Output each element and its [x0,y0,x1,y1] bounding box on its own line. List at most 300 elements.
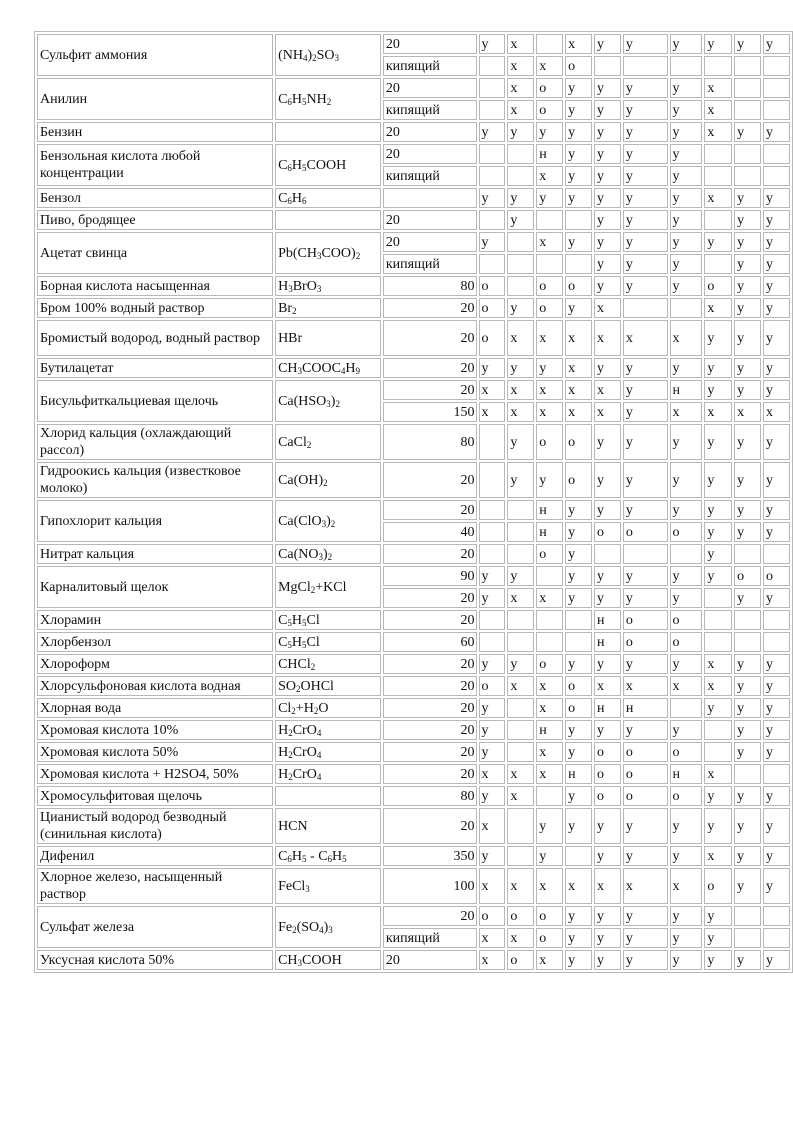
resistance-mark: у [734,380,761,400]
resistance-mark: х [479,402,506,422]
resistance-mark: н [536,522,563,542]
resistance-mark: у [763,868,790,904]
resistance-mark: х [670,402,703,422]
resistance-mark: у [565,522,592,542]
temperature-cell: 20 [383,462,477,498]
resistance-mark: у [594,358,621,378]
material-name: Дифенил [37,846,273,866]
temperature-cell: 20 [383,742,477,762]
resistance-mark: у [479,232,506,252]
resistance-mark: о [479,276,506,296]
temperature-cell: кипящий [383,100,477,120]
resistance-mark: х [479,950,506,970]
resistance-mark: у [594,906,621,926]
resistance-mark [763,764,790,784]
temperature-cell: 20 [383,210,477,230]
resistance-mark: у [734,720,761,740]
resistance-mark: у [479,786,506,806]
resistance-mark: у [670,144,703,164]
resistance-mark: у [536,462,563,498]
resistance-mark: у [594,78,621,98]
resistance-mark: о [536,906,563,926]
resistance-mark: н [536,500,563,520]
resistance-mark [565,610,592,630]
resistance-mark: х [594,868,621,904]
resistance-mark: у [670,808,703,844]
resistance-mark: у [623,950,668,970]
resistance-mark: х [704,764,732,784]
temperature-cell: 20 [383,676,477,696]
resistance-mark: у [507,122,534,142]
resistance-mark: х [507,786,534,806]
material-name: Бром 100% водный раствор [37,298,273,318]
resistance-mark: у [507,358,534,378]
temperature-cell: 20 [383,698,477,718]
material-name: Бромистый водород, водный раствор [37,320,273,356]
resistance-mark [479,610,506,630]
table-row [37,380,790,400]
chemical-formula: $C_5H_5Cl$ [275,610,381,630]
resistance-mark: у [536,188,563,208]
resistance-mark: у [704,906,732,926]
table-row [37,950,790,970]
resistance-mark: у [763,720,790,740]
resistance-mark: у [565,166,592,186]
resistance-mark [763,78,790,98]
material-name: Хлорбензол [37,632,273,652]
resistance-mark: у [623,500,668,520]
resistance-mark: х [536,764,563,784]
resistance-mark: х [536,742,563,762]
resistance-mark: у [734,298,761,318]
resistance-mark: у [479,188,506,208]
chemical-formula: $H_3BrO_3$ [275,276,381,296]
resistance-mark: у [670,254,703,274]
resistance-mark: у [734,846,761,866]
resistance-mark: х [763,402,790,422]
chemical-formula [275,210,381,230]
resistance-mark: у [763,742,790,762]
chemical-formula: $Fe_2(SO_4)_3$ [275,906,381,948]
resistance-mark [734,764,761,784]
resistance-mark: у [623,100,668,120]
resistance-mark: у [704,544,732,564]
temperature-cell: кипящий [383,254,477,274]
resistance-mark: у [763,210,790,230]
resistance-mark: х [594,320,621,356]
material-name: Гидроокись кальция (известковое молоко) [37,462,273,498]
resistance-mark: у [565,544,592,564]
resistance-mark [594,544,621,564]
resistance-mark [479,632,506,652]
resistance-mark: у [763,808,790,844]
resistance-mark: у [734,34,761,54]
table-row [37,566,790,586]
resistance-mark: у [565,742,592,762]
resistance-mark: у [623,928,668,948]
resistance-mark: у [704,522,732,542]
resistance-mark: у [704,358,732,378]
resistance-mark [479,166,506,186]
resistance-mark: о [536,78,563,98]
resistance-mark: у [734,188,761,208]
table-row [37,846,790,866]
temperature-cell: 20 [383,720,477,740]
chemical-formula: CHCl$_2$ [275,654,381,674]
resistance-mark: у [763,424,790,460]
chemical-formula: $Ca(NO_3)_2$ [275,544,381,564]
temperature-cell: 20 [383,764,477,784]
resistance-mark: у [623,906,668,926]
table-row [37,632,790,652]
resistance-mark: х [536,56,563,76]
resistance-mark: у [734,654,761,674]
temperature-cell: 20 [383,906,477,926]
resistance-mark: о [479,320,506,356]
table-row [37,610,790,630]
resistance-mark: о [704,276,732,296]
resistance-mark [536,610,563,630]
resistance-mark: у [594,144,621,164]
resistance-mark: у [734,500,761,520]
chemical-formula: $Pb(CH_3COO)_2$ [275,232,381,274]
table-row [37,676,790,696]
resistance-mark: у [594,928,621,948]
resistance-mark: х [536,676,563,696]
resistance-mark: у [565,566,592,586]
resistance-mark: у [734,522,761,542]
temperature-cell: 60 [383,632,477,652]
resistance-mark: у [734,868,761,904]
table-row [37,424,790,460]
resistance-mark: у [763,522,790,542]
temperature-cell: 150 [383,402,477,422]
resistance-mark [763,610,790,630]
chemical-formula: $(NH_4)_2SO_3$ [275,34,381,76]
resistance-mark [763,144,790,164]
resistance-mark [734,144,761,164]
resistance-mark: о [507,906,534,926]
resistance-mark: у [479,358,506,378]
resistance-mark: х [479,380,506,400]
resistance-mark: у [623,380,668,400]
resistance-mark: у [479,566,506,586]
material-name: Хлорное железо, насыщенный раствор [37,868,273,904]
resistance-mark: у [479,846,506,866]
resistance-mark [670,698,703,718]
temperature-cell: 20 [383,122,477,142]
resistance-mark: н [670,764,703,784]
resistance-mark: у [565,78,592,98]
table-row [37,786,790,806]
resistance-mark: у [507,210,534,230]
resistance-mark: у [623,232,668,252]
resistance-mark: у [670,358,703,378]
table-row [37,144,790,164]
resistance-mark: о [704,868,732,904]
resistance-mark: у [704,928,732,948]
material-name: Сульфит аммония [37,34,273,76]
resistance-mark [507,808,534,844]
resistance-mark: у [479,654,506,674]
chemical-formula [275,122,381,142]
temperature-cell: 20 [383,544,477,564]
resistance-mark: х [536,698,563,718]
resistance-mark: у [704,566,732,586]
resistance-mark: у [565,654,592,674]
resistance-mark: у [507,424,534,460]
resistance-mark [507,166,534,186]
resistance-mark [479,522,506,542]
resistance-mark: у [670,654,703,674]
resistance-mark: о [623,786,668,806]
resistance-mark: н [536,144,563,164]
resistance-mark: у [670,100,703,120]
chemical-formula: $H_2CrO_4$ [275,764,381,784]
material-name: Хлорсульфоновая кислота водная [37,676,273,696]
resistance-mark: у [734,588,761,608]
resistance-mark: у [623,144,668,164]
table-row [37,764,790,784]
material-name: Гипохлорит кальция [37,500,273,542]
resistance-mark: у [507,188,534,208]
resistance-mark: х [670,676,703,696]
resistance-mark: у [734,462,761,498]
material-name: Бисульфиткальциевая щелочь [37,380,273,422]
resistance-mark: о [623,522,668,542]
resistance-mark: у [704,320,732,356]
resistance-mark: х [479,808,506,844]
table-row [37,78,790,98]
resistance-mark: о [536,654,563,674]
resistance-mark [565,210,592,230]
resistance-mark: х [536,320,563,356]
resistance-mark: у [763,254,790,274]
resistance-mark: у [670,122,703,142]
resistance-mark: у [763,122,790,142]
resistance-mark: у [670,566,703,586]
resistance-mark: у [594,210,621,230]
resistance-mark: о [623,764,668,784]
resistance-mark: у [623,588,668,608]
resistance-mark: у [507,462,534,498]
temperature-cell: 80 [383,276,477,296]
resistance-mark: н [594,632,621,652]
resistance-mark: х [507,34,534,54]
material-name: Бензольная кислота любой концентрации [37,144,273,186]
resistance-mark: у [763,34,790,54]
resistance-mark [479,500,506,520]
resistance-mark: х [704,100,732,120]
resistance-mark [763,928,790,948]
resistance-mark: х [704,78,732,98]
resistance-mark: у [623,34,668,54]
resistance-mark [479,100,506,120]
resistance-mark: о [565,462,592,498]
resistance-mark: о [479,676,506,696]
material-name: Нитрат кальция [37,544,273,564]
resistance-mark: х [536,232,563,252]
temperature-cell: 20 [383,78,477,98]
chemical-formula [275,786,381,806]
resistance-mark: у [734,254,761,274]
resistance-mark: у [594,122,621,142]
resistance-mark: х [536,588,563,608]
resistance-mark: у [623,566,668,586]
resistance-mark: у [594,808,621,844]
chemical-formula: $Ca(OH)_2$ [275,462,381,498]
resistance-mark [670,56,703,76]
chemical-formula: $C_6H_5COOH$ [275,144,381,186]
material-name: Пиво, бродящее [37,210,273,230]
resistance-mark: у [507,654,534,674]
table-row [37,232,790,252]
resistance-mark: у [670,588,703,608]
resistance-mark: х [704,188,732,208]
resistance-mark: у [479,34,506,54]
resistance-mark: х [536,402,563,422]
resistance-mark: у [479,742,506,762]
resistance-mark: х [536,166,563,186]
resistance-mark: у [734,786,761,806]
resistance-mark: х [507,868,534,904]
table-row [37,654,790,674]
resistance-mark: у [623,720,668,740]
resistance-mark: у [763,588,790,608]
resistance-mark: у [763,380,790,400]
table-row [37,210,790,230]
resistance-mark: о [565,698,592,718]
resistance-mark: у [763,500,790,520]
resistance-mark: у [763,950,790,970]
resistance-mark: у [704,500,732,520]
resistance-mark [763,56,790,76]
resistance-mark: у [763,846,790,866]
resistance-mark: у [536,358,563,378]
temperature-cell: 20 [383,610,477,630]
resistance-mark [479,78,506,98]
resistance-mark: о [670,522,703,542]
resistance-mark [704,632,732,652]
resistance-mark [704,56,732,76]
temperature-cell: 20 [383,232,477,252]
resistance-mark: у [565,500,592,520]
resistance-mark: у [763,462,790,498]
resistance-mark: у [763,276,790,296]
resistance-mark: у [734,808,761,844]
resistance-mark [536,632,563,652]
resistance-mark: у [734,698,761,718]
resistance-mark: у [670,210,703,230]
resistance-mark [479,544,506,564]
resistance-mark: у [507,298,534,318]
resistance-mark: у [734,424,761,460]
resistance-mark: о [565,424,592,460]
resistance-mark: о [536,298,563,318]
temperature-cell: 20 [383,654,477,674]
resistance-mark [507,144,534,164]
temperature-cell: 20 [383,500,477,520]
resistance-mark: х [479,764,506,784]
resistance-mark: н [594,610,621,630]
resistance-mark: у [594,276,621,296]
resistance-mark: у [670,462,703,498]
resistance-mark: у [594,100,621,120]
resistance-mark: у [670,928,703,948]
resistance-mark [704,254,732,274]
table-row [37,544,790,564]
resistance-mark: х [594,676,621,696]
material-name: Хромовая кислота 50% [37,742,273,762]
resistance-mark: у [594,462,621,498]
resistance-mark: х [507,764,534,784]
material-name: Цианистый водород безводный (синильная кислота) [37,808,273,844]
table-row [37,906,790,926]
resistance-mark: о [594,742,621,762]
resistance-mark [594,56,621,76]
temperature-cell: кипящий [383,56,477,76]
resistance-mark: х [507,78,534,98]
temperature-cell: 20 [383,34,477,54]
resistance-mark: х [536,380,563,400]
resistance-mark: у [704,380,732,400]
resistance-mark: у [704,950,732,970]
resistance-mark [507,500,534,520]
resistance-mark [479,254,506,274]
resistance-mark: х [565,380,592,400]
chemical-formula: $CH_3COOC_4H_9$ [275,358,381,378]
resistance-mark: у [623,424,668,460]
resistance-mark: о [565,56,592,76]
resistance-mark: у [704,424,732,460]
resistance-mark: х [507,380,534,400]
resistance-mark [536,254,563,274]
table-row [37,358,790,378]
resistance-mark: х [594,380,621,400]
chemical-formula: $Ca(ClO_3)_2$ [275,500,381,542]
resistance-mark: у [623,78,668,98]
resistance-mark: у [623,254,668,274]
resistance-mark [704,610,732,630]
resistance-mark: у [536,122,563,142]
temperature-cell: кипящий [383,166,477,186]
resistance-mark: х [623,320,668,356]
temperature-cell: 100 [383,868,477,904]
resistance-mark: о [594,522,621,542]
resistance-mark: х [507,588,534,608]
resistance-mark [763,906,790,926]
resistance-mark: о [670,742,703,762]
resistance-mark: у [594,424,621,460]
chemical-resistance-table [34,31,793,973]
resistance-mark: у [565,100,592,120]
resistance-mark [734,100,761,120]
material-name: Борная кислота насыщенная [37,276,273,296]
material-name: Хлорид кальция (охлаждающий рассол) [37,424,273,460]
material-name: Хлороформ [37,654,273,674]
chemical-formula: $C_6H_5 - C_6H_5$ [275,846,381,866]
resistance-mark: х [670,868,703,904]
resistance-mark: у [670,166,703,186]
resistance-mark: у [763,320,790,356]
resistance-mark [704,166,732,186]
resistance-mark: о [623,742,668,762]
material-name: Ацетат свинца [37,232,273,274]
material-name: Бензин [37,122,273,142]
resistance-mark: х [704,846,732,866]
resistance-mark [734,56,761,76]
resistance-mark [763,100,790,120]
